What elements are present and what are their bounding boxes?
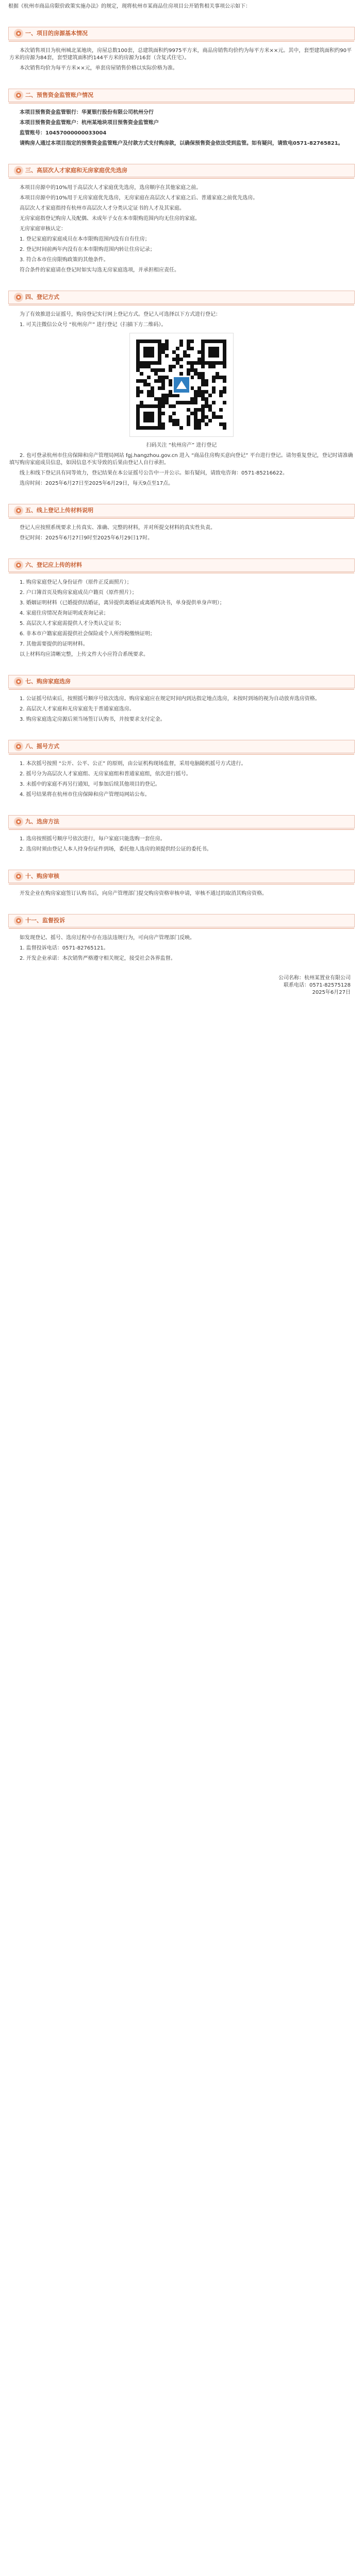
section-paragraph: 2. 摇号分为高层次人才家庭组、无房家庭组和普通家庭组，依次进行摇号。	[20, 771, 191, 777]
section-bullet-icon	[14, 742, 23, 751]
section-body	[8, 304, 355, 487]
section-body	[8, 40, 355, 72]
section-body	[8, 102, 355, 147]
section-title: 十一、监督投诉	[25, 917, 65, 924]
section-paragraph: 1. 监督投诉电话：0571-82765121。	[20, 945, 109, 951]
section-paragraph: 无房家庭指登记购房人及配偶、未成年子女在本市限购范围内均无住房的家庭。	[20, 216, 200, 222]
section-bullet-icon	[14, 872, 23, 881]
section-title: 九、选房方法	[25, 818, 59, 825]
section-bullet-icon	[14, 293, 23, 302]
section-divider	[9, 518, 354, 519]
section	[8, 164, 355, 274]
section-divider	[9, 829, 354, 830]
section-paragraph: 高层次人才家庭指持有杭州市高层次人才分类认定证书的人才及其家庭。	[20, 206, 185, 211]
section-title: 二、预售资金监管账户情况	[25, 92, 93, 98]
section-divider	[9, 689, 354, 690]
section-paragraph: 监管账号：10457000000033004	[20, 130, 107, 136]
section-header	[8, 291, 355, 304]
section-bullet-icon	[14, 561, 23, 570]
section-header	[8, 504, 355, 517]
signature-date: 2025年6月27日	[312, 990, 351, 995]
section-paragraph: 登记时间：2025年6月27日9时至2025年6月29日17时。	[20, 535, 153, 541]
intro	[0, 0, 363, 10]
section-paragraph: 如发现登记、摇号、选房过程中存在违法违规行为，可向房产管理部门反映。	[20, 935, 195, 941]
section-paragraph: 本项目预售资金监管账户：杭州某地块项目预售资金监管账户	[20, 120, 159, 126]
section-paragraph: 6. 非本市户籍家庭需提供社会保险或个人所得税缴纳证明；	[20, 631, 155, 637]
section	[8, 291, 355, 487]
section-paragraph: 本次销售均价为每平方米××元，单套房屋销售价格以实际价格为准。	[20, 65, 178, 71]
section-paragraph: 3. 符合本市住房限购政策的其他条件。	[20, 257, 109, 263]
section-paragraph: 3. 婚姻证明材料（已婚提供结婚证，离异提供离婚证或离婚判决书，单身提供单身声明）；	[20, 600, 225, 606]
section-bullet-icon	[14, 916, 23, 925]
section	[8, 740, 355, 799]
section-paragraph: 本项目预售资金监管银行：华夏银行股份有限公司杭州分行	[20, 110, 154, 115]
section-paragraph: 1. 选房按照摇号顺序号依次进行，每户家庭只能选购一套住房。	[20, 836, 166, 842]
intro-text: 根据《杭州市商品房限价政策实施办法》的规定，现将杭州市某商品住房项目公开销售相关事项公示如下：	[8, 4, 251, 9]
section-paragraph: 2. 户口簿首页及购房家庭成员户籍页（原件照片）；	[20, 590, 137, 596]
signature-block	[8, 975, 351, 996]
section	[8, 914, 355, 962]
section	[8, 558, 355, 658]
section-paragraph: 本次销售项目为杭州城北某地块，房屋总数100套，总建筑面积约9975平方米，商品房销售均价约为每平方米××元。其中，套型建筑面积约90平方米的房源为84套，套型建筑面积约144平方米的房源为16套（含复式住宅）。	[9, 48, 352, 61]
section-paragraph: 1. 购房家庭登记人身份证件（原件正反面照片）；	[20, 580, 132, 585]
section-header	[8, 27, 355, 40]
section-paragraph: 2. 选房时须由登记人本人持身份证件到场，委托他人选房的须提供经公证的委托书。	[20, 846, 212, 852]
section-paragraph: 7. 其他需要提供的证明材料。	[20, 641, 88, 647]
section-divider	[9, 572, 354, 573]
section-paragraph: 1. 登记家庭的家庭成员在本市限购范围内没有自有住房；	[20, 236, 150, 242]
sections-container	[0, 27, 363, 962]
section-divider	[9, 884, 354, 885]
section-paragraph: 1. 可关注微信公众号 “杭州房产” 进行登记（扫描下方二维码）。	[20, 322, 167, 328]
section-title: 七、购房家庭选房	[25, 678, 71, 685]
section-paragraph: 登记人应按照系统要求上传真实、准确、完整的材料，并对所提交材料的真实性负责。	[20, 525, 216, 531]
section-bullet-icon	[14, 91, 23, 100]
signature-phone: 联系电话：0571-82575128	[284, 982, 351, 988]
section-paragraph: 3. 未摇中的家庭不再另行通知，可参加后续其他项目的登记。	[20, 782, 160, 787]
section	[8, 675, 355, 723]
section-body	[8, 572, 355, 658]
section-paragraph: 无房家庭审核认定：	[20, 226, 66, 232]
section-paragraph: 选房时间：2025年6月27日至2025年6月29日，每天9点至17点。	[20, 481, 174, 486]
section-bullet-icon	[14, 677, 23, 686]
section	[8, 870, 355, 897]
section-paragraph: 本项目房源中的10%用于高层次人才家庭优先选房，选房顺序在其他家庭之前。	[20, 185, 202, 191]
section-paragraph: 4. 家庭住房情况查询证明或查询记录；	[20, 611, 109, 616]
section-header	[8, 740, 355, 753]
section-title: 八、摇号方式	[25, 743, 59, 750]
section-paragraph: 为了有效推进公证摇号，购房登记实行网上登记方式。登记人可选择以下方式进行登记：	[20, 312, 221, 317]
section-body	[8, 927, 355, 962]
section-divider	[9, 928, 354, 929]
section-body	[8, 177, 355, 274]
section	[8, 27, 355, 72]
section-paragraph: 1. 公证摇号结束后，按照摇号顺序号依次选房。购房家庭应在规定时间内到达指定地点选房，未按时到场的视为自动放弃选房资格。	[20, 696, 320, 702]
section-paragraph: 以上材料均应清晰完整，上传文件大小应符合系统要求。	[20, 652, 148, 657]
section-paragraph: 本项目房源中的10%用于无房家庭优先选房，无房家庭在高层次人才家庭之后、普通家庭之前优先选房。	[20, 195, 258, 201]
section	[8, 815, 355, 853]
section-divider	[9, 754, 354, 755]
section-divider	[9, 41, 354, 42]
qr-code-image	[129, 333, 234, 437]
section-header	[8, 89, 355, 102]
section-header	[8, 558, 355, 572]
section-title: 一、项目的房源基本情况	[25, 30, 88, 37]
section-header	[8, 870, 355, 883]
section-paragraph: 2. 开发企业承诺：本次销售严格遵守相关规定，接受社会各界监督。	[20, 956, 176, 961]
section-paragraph: 3. 购房家庭选定房源后须当场签订认购书，并按要求支付定金。	[20, 717, 166, 722]
section	[8, 89, 355, 147]
section-bullet-icon	[14, 29, 23, 38]
qr-caption: 扫码关注 “杭州房产” 进行登记	[146, 443, 217, 448]
section-body	[8, 753, 355, 799]
section-header	[8, 914, 355, 927]
section-bullet-icon	[14, 817, 23, 826]
section	[8, 504, 355, 542]
section-paragraph: 开发企业在购房家庭签订认购书后，向房产管理部门提交购房资格审核申请，审核不通过的取消其购房资格。	[20, 891, 267, 896]
section-body	[8, 517, 355, 542]
section-title: 五、线上登记上传材料说明	[25, 507, 93, 514]
section-paragraph: 5. 高层次人才家庭需提供人才分类认定证书；	[20, 621, 124, 626]
signature-company: 公司名称：杭州某置业有限公司	[278, 975, 351, 981]
section-divider	[9, 304, 354, 306]
section-header	[8, 815, 355, 828]
section-body	[8, 883, 355, 897]
section-header	[8, 675, 355, 688]
section-paragraph: 线上和线下登记具有同等效力，登记结果在本公证摇号公告中一并公示。如有疑问，请致电咨询：0571-85216622。	[20, 470, 288, 476]
section-divider	[9, 103, 354, 104]
section-body	[8, 688, 355, 723]
section-header	[8, 164, 355, 177]
section-title: 十、购房审核	[25, 873, 59, 879]
section-paragraph: 2. 也可登录杭州市住房保障和房产管理局网站 fgj.hangzhou.gov.cn 进入 “商品住房购买意向登记” 平台进行登记。请勿重复登记，登记时请准确填写购房家庭成员信息，如因信息不实导致的后果由登记人自行承担。	[9, 453, 353, 466]
section-divider	[9, 178, 354, 179]
section-paragraph: 2. 登记时间前两年内没有在本市限购范围内转让住房记录；	[20, 247, 155, 252]
section-body	[8, 828, 355, 853]
section-bullet-icon	[14, 166, 23, 175]
section-title: 六、登记应上传的材料	[25, 562, 82, 568]
section-paragraph: 2. 高层次人才家庭和无房家庭先于普通家庭选房。	[20, 706, 135, 712]
section-paragraph: 请购房人通过本项目指定的预售资金监管账户及付款方式支付购房款，以确保预售资金依法受到监管。如有疑问，请致电0571-82765821。	[20, 141, 343, 146]
section-paragraph: 符合条件的家庭请在登记时如实勾选无房家庭选项，并承担相应责任。	[20, 267, 179, 273]
section-paragraph: 4. 摇号结果将在杭州市住房保障和房产管理局网站公布。	[20, 792, 150, 798]
section-bullet-icon	[14, 506, 23, 515]
section-paragraph: 1. 本次摇号按照 “公开、公平、公正” 的原则，由公证机构现场监督，采用电脑随机摇号方式进行。	[20, 761, 246, 767]
section-title: 四、登记方式	[25, 294, 59, 300]
section-title: 三、高层次人才家庭和无房家庭优先选房	[25, 167, 127, 174]
